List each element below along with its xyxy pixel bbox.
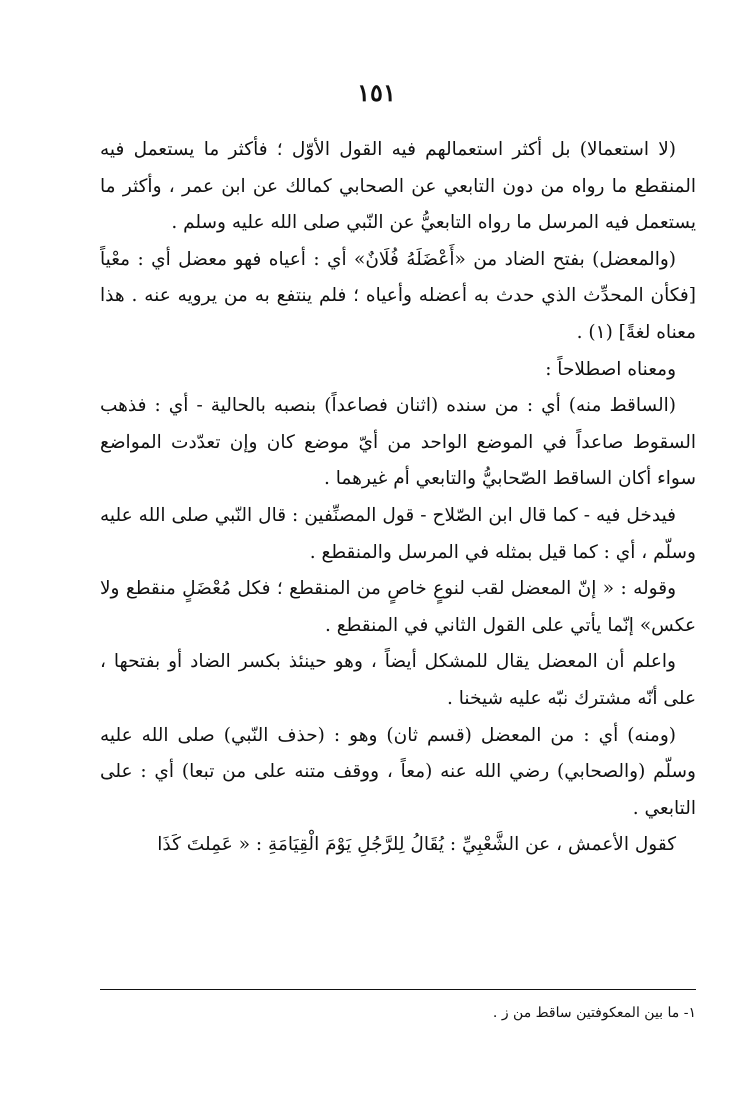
paragraph-istimal: (لا استعمالا) بل أكثر استعمالهم فيه القول الأوّل ؛ فأكثر ما يستعمل فيه المنقطع ما رواه من دون التابعي عن الصحابي كمالك عن ابن عمر ، وأكثر ما يستعمل فيه المرسل ما رواه التابعيُّ عن النّبي صلى الله عليه وسلم . <box>100 139 696 234</box>
footnote: ١- ما بين المعكوفتين ساقط من ز . <box>492 1005 696 1021</box>
paragraph-aamash: كقول الأعمش ، عن الشَّعْبِيِّ : يُقَالُ لِلرَّجُلِ يَوْمَ الْقِيَامَةِ : « عَمِلتَ كَذَا <box>157 834 676 856</box>
footnote-divider <box>100 989 696 990</box>
paragraph-muadal-definition: (والمعضل) بفتح الضاد من «أَعْضَلَهُ فُلَانٌ» أي : أعياه فهو معضل أي : معْياً [فكأن المحدِّث الذي حدث به أعضله وأعياه ؛ فلم ينتفع به من يرويه عنه . هذا معناه لغةً] (١) . <box>100 248 696 343</box>
paragraph-ibn-salah: فيدخل فيه - كما قال ابن الصّلاح - قول المصنِّفين : قال النّبي صلى الله عليه وسلّم ، أي : كما قيل بمثله في المرسل والمنقطع . <box>100 504 696 563</box>
main-text-body <box>100 132 696 864</box>
paragraph-istilahan: ومعناه اصطلاحاً : <box>545 358 676 380</box>
paragraph-mushkil: واعلم أن المعضل يقال للمشكل أيضاً ، وهو حينئذ بكسر الضاد أو بفتحها ، على أنّه مشترك نبّه عليه شيخنا . <box>100 651 696 709</box>
paragraph-saqit: (الساقط منه) أي : من سنده (اثنان فصاعداً) بنصبه بالحالية - أي : فذهب السقوط صاعداً في الموضع الواحد من أيّ موضع كان وإن تعدّدت المواضع سواء أكان الساقط الصّحابيُّ والتابعي أم غيرهما . <box>100 395 696 490</box>
paragraph-qawluhu: وقوله : « إنّ المعضل لقب لنوعٍ خاصٍ من المنقطع ؛ فكل مُعْضَلٍ منقطع ولا عكس» إنّما يأتي على القول الثاني في المنقطع . <box>100 578 696 636</box>
paragraph-qism-thani: (ومنه) أي : من المعضل (قسم ثان) وهو : (حذف النّبي) صلى الله عليه وسلّم (والصحابي) رضي الله عنه (معاً ، ووقف متنه على من تبعا) أي : على التابعي . <box>100 724 696 819</box>
page-number: ١٥١ <box>357 78 396 107</box>
